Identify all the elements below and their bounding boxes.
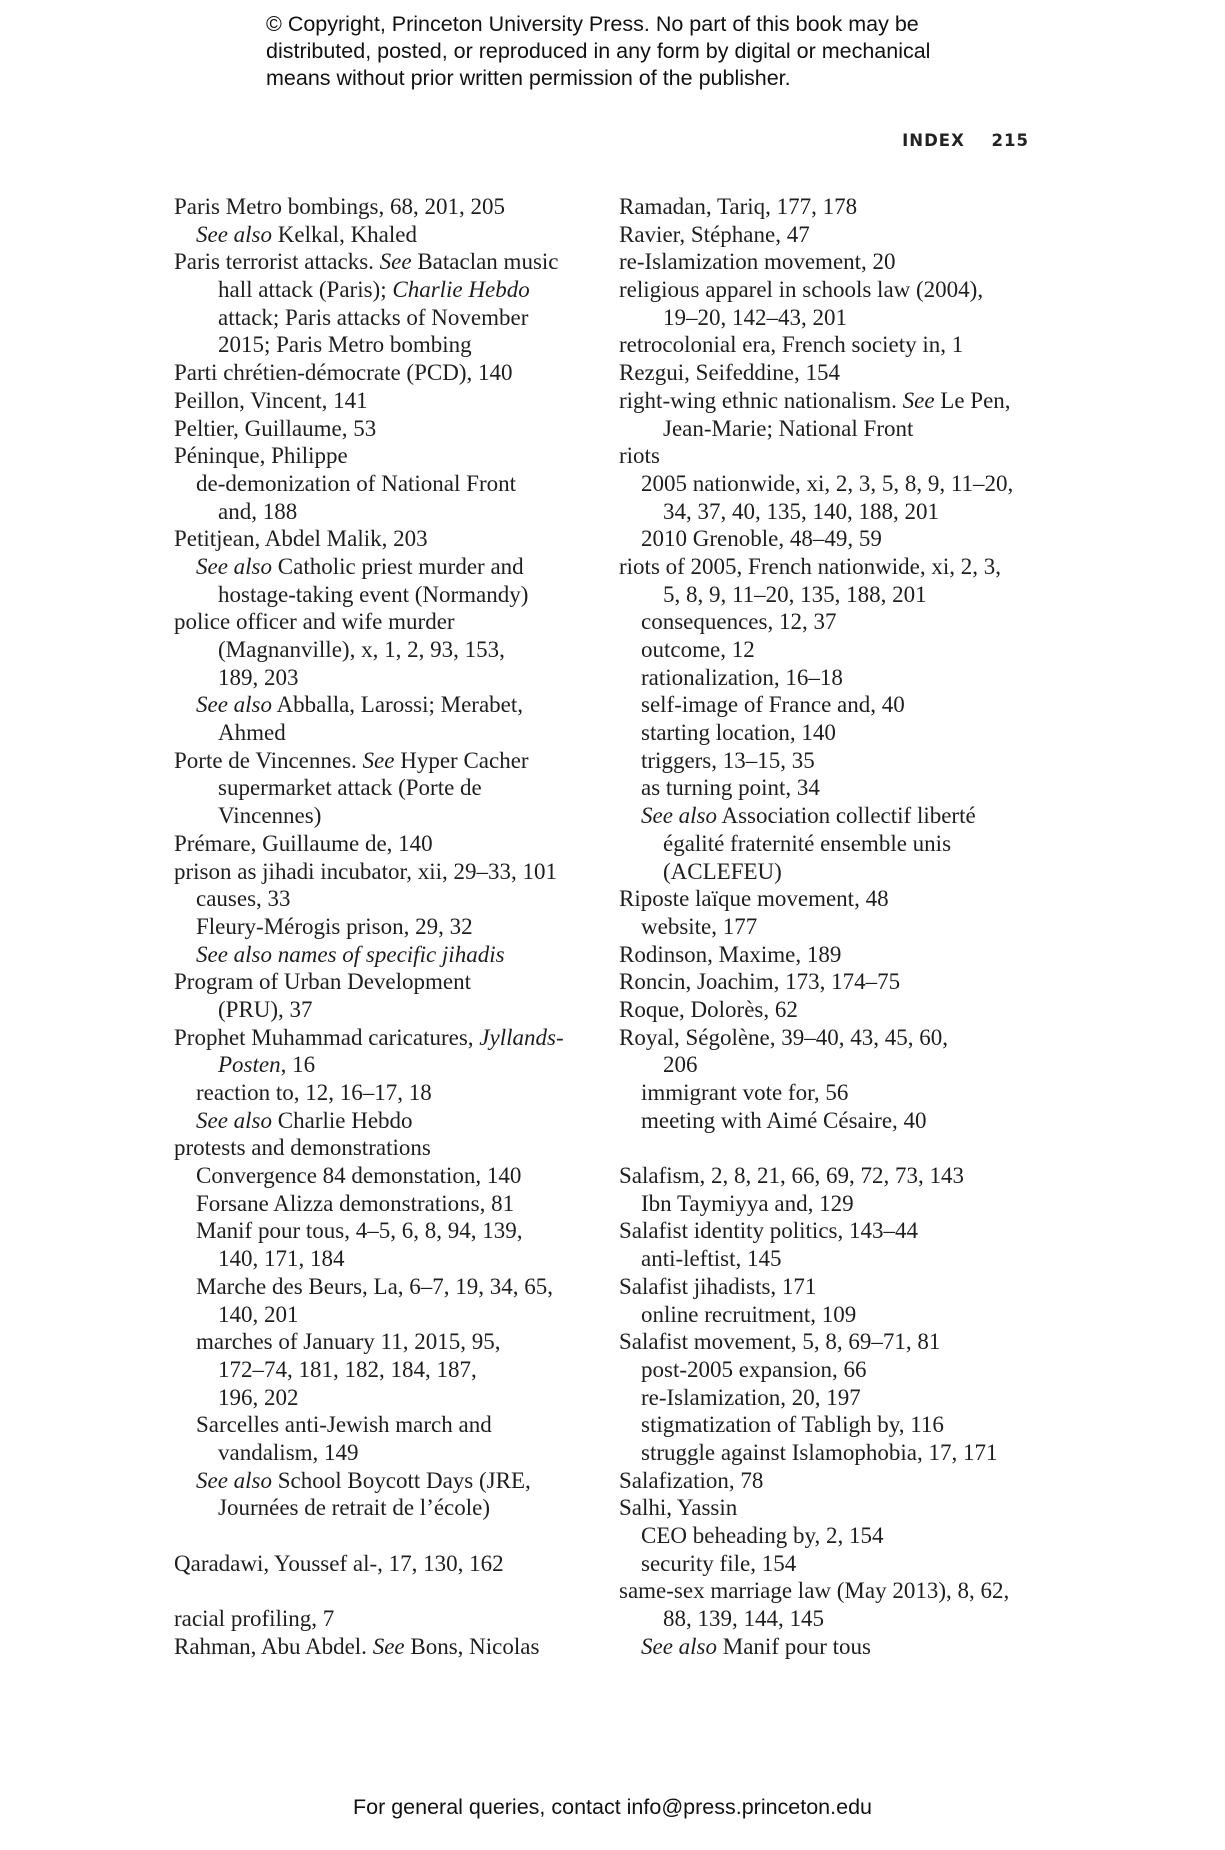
index-subentry	[174, 1162, 604, 1190]
index-subentry	[619, 1605, 1039, 1633]
index-text-italic: Jyllands-	[479, 1024, 564, 1050]
index-subentry	[174, 1107, 604, 1135]
index-entry	[174, 387, 604, 415]
index-text: online recruitment, 109	[641, 1301, 857, 1327]
index-gap	[174, 1522, 604, 1550]
index-subentry	[174, 1328, 604, 1356]
index-entry	[619, 941, 1039, 969]
index-text-italic: Posten	[218, 1052, 281, 1078]
index-entry	[619, 1217, 1039, 1245]
section-label: INDEX	[902, 131, 965, 150]
index-text: 2010 Grenoble, 48–49, 59	[641, 526, 882, 552]
index-text: supermarket attack (Porte de	[218, 775, 482, 801]
footer-contact: For general queries, contact info@press.princeton.edu	[352, 1795, 872, 1819]
index-text: Roque, Dolorès, 62	[619, 996, 798, 1022]
index-subentry	[174, 774, 604, 802]
index-text: hall attack (Paris);	[218, 277, 393, 303]
index-entry	[174, 1633, 604, 1661]
index-text: Salafization, 78	[619, 1467, 764, 1493]
index-text: Paris terrorist attacks.	[174, 249, 380, 275]
index-entry	[174, 442, 604, 470]
index-subentry	[174, 1079, 604, 1107]
index-text: Marche des Beurs, La, 6–7, 19, 34, 65,	[196, 1273, 554, 1299]
index-subentry	[619, 1356, 1039, 1384]
index-gap	[174, 1577, 604, 1605]
index-text-italic: See also	[196, 1467, 273, 1493]
index-subentry	[619, 1079, 1039, 1107]
index-text: religious apparel in schools law (2004),	[619, 277, 984, 303]
index-subentry	[174, 1439, 604, 1467]
index-entry	[619, 1467, 1039, 1495]
index-subentry	[619, 1107, 1039, 1135]
index-text: security file, 154	[641, 1550, 797, 1576]
index-subentry	[619, 415, 1039, 443]
index-text: Catholic priest murder and	[272, 553, 524, 579]
index-subentry	[619, 1411, 1039, 1439]
index-entry	[174, 1605, 604, 1633]
index-text: Salafism, 2, 8, 21, 66, 69, 72, 73, 143	[619, 1163, 964, 1189]
index-text: Charlie Hebdo	[272, 1107, 413, 1133]
index-subentry	[619, 691, 1039, 719]
index-text: same-sex marriage law (May 2013), 8, 62,	[619, 1578, 1010, 1604]
index-text: Sarcelles anti-Jewish march and	[196, 1412, 492, 1438]
index-entry	[619, 331, 1039, 359]
index-entry	[619, 996, 1039, 1024]
copyright-line: © Copyright, Princeton University Press. No part of this book may be	[266, 12, 919, 36]
index-entry	[619, 359, 1039, 387]
index-text: Petitjean, Abdel Malik, 203	[174, 526, 428, 552]
index-text: 5, 8, 9, 11–20, 135, 188, 201	[663, 581, 927, 607]
index-text: outcome, 12	[641, 637, 755, 662]
index-text: Vincennes)	[218, 803, 322, 829]
index-text-italic: Charlie Hebdo	[392, 277, 530, 303]
index-text-italic: See also	[196, 221, 273, 247]
index-subentry	[174, 1467, 604, 1495]
index-text: Ibn Taymiyya and, 129	[641, 1190, 854, 1216]
index-subentry	[174, 553, 604, 581]
index-subentry	[174, 276, 604, 304]
index-text: (PRU), 37	[218, 996, 313, 1022]
index-text: Riposte laïque movement, 48	[619, 886, 889, 912]
index-entry	[174, 193, 604, 221]
index-text: immigrant vote for, 56	[641, 1080, 849, 1105]
index-text: vandalism, 149	[218, 1439, 359, 1465]
index-entry	[619, 1162, 1039, 1190]
index-subentry	[619, 608, 1039, 636]
index-text: right-wing ethnic nationalism.	[619, 387, 903, 413]
index-text: triggers, 13–15, 35	[641, 747, 815, 773]
index-subentry	[619, 802, 1039, 830]
index-entry	[174, 747, 604, 775]
index-entry	[174, 1134, 604, 1162]
index-subentry	[619, 747, 1039, 775]
index-text: Peillon, Vincent, 141	[174, 387, 368, 413]
index-text: de-demonization of National Front	[196, 470, 517, 496]
index-subentry	[174, 664, 604, 692]
index-entry	[619, 1328, 1039, 1356]
index-text: Manif pour tous, 4–5, 6, 8, 94, 139,	[196, 1218, 523, 1244]
index-text: Rezgui, Seifeddine, 154	[619, 360, 841, 386]
index-subentry	[174, 1301, 604, 1329]
index-entry	[174, 608, 604, 636]
index-subentry	[174, 304, 604, 332]
index-subentry	[174, 1051, 604, 1079]
index-text: Kelkal, Khaled	[272, 221, 417, 247]
index-subentry	[619, 1301, 1039, 1329]
index-subentry	[174, 996, 604, 1024]
index-text: Royal, Ségolène, 39–40, 43, 45, 60,	[619, 1024, 948, 1050]
index-text: , 16	[280, 1052, 316, 1078]
index-text: Salafist movement, 5, 8, 69–71, 81	[619, 1329, 941, 1355]
index-subentry	[619, 581, 1039, 609]
index-text: 196, 202	[218, 1384, 299, 1410]
index-entry	[619, 885, 1039, 913]
index-subentry	[619, 304, 1039, 332]
index-text: riots	[619, 443, 660, 469]
index-text: self-image of France and, 40	[641, 692, 905, 718]
index-text: 140, 201	[218, 1301, 299, 1327]
index-text: Ramadan, Tariq, 177, 178	[619, 194, 858, 219]
index-text: Rahman, Abu Abdel.	[174, 1633, 373, 1659]
index-text: riots of 2005, French nationwide, xi, 2, 3,	[619, 553, 1002, 579]
index-text-italic: See	[379, 249, 412, 275]
index-subentry	[174, 885, 604, 913]
index-subentry	[619, 1384, 1039, 1412]
index-entry	[619, 1577, 1039, 1605]
index-text: reaction to, 12, 16–17, 18	[196, 1080, 432, 1105]
index-subentry	[619, 1245, 1039, 1273]
index-text: Manif pour tous	[717, 1633, 871, 1659]
index-text: Roncin, Joachim, 173, 174–75	[619, 969, 901, 995]
index-entry	[619, 221, 1039, 249]
index-subentry	[619, 1190, 1039, 1218]
index-entry	[619, 387, 1039, 415]
index-text: Salhi, Yassin	[619, 1495, 738, 1521]
index-text: Prémare, Guillaume de, 140	[174, 830, 433, 856]
index-subentry	[174, 331, 604, 359]
index-gap	[619, 1134, 1039, 1162]
index-subentry	[619, 1550, 1039, 1578]
copyright-notice	[266, 11, 1026, 92]
index-text: Rodinson, Maxime, 189	[619, 941, 842, 967]
index-text: re-Islamization, 20, 197	[641, 1384, 861, 1410]
index-subentry	[174, 221, 604, 249]
index-text: (ACLEFEU)	[663, 858, 782, 884]
index-text-italic: See also	[196, 1107, 273, 1133]
index-entry	[619, 193, 1039, 221]
index-text: struggle against Islamophobia, 17, 171	[641, 1439, 998, 1465]
index-text: School Boycott Days (JRE,	[272, 1467, 531, 1493]
index-entry	[619, 1273, 1039, 1301]
index-text-italic: See also	[196, 553, 273, 579]
index-subentry	[174, 1245, 604, 1273]
index-text: hostage-taking event (Normandy)	[218, 581, 529, 607]
index-entry	[174, 415, 604, 443]
index-text: 19–20, 142–43, 201	[663, 304, 847, 330]
index-text: Association collectif liberté	[717, 803, 976, 829]
index-text: Salafist identity politics, 143–44	[619, 1218, 918, 1244]
index-entry	[174, 830, 604, 858]
index-subentry	[174, 802, 604, 830]
index-text: Abballa, Larossi; Merabet,	[272, 692, 524, 718]
index-subentry	[174, 941, 604, 969]
index-entry	[174, 858, 604, 886]
index-text: post-2005 expansion, 66	[641, 1356, 867, 1382]
index-text: Hyper Cacher	[394, 747, 529, 773]
index-entry	[174, 1550, 604, 1578]
index-text: Forsane Alizza demonstrations, 81	[196, 1190, 515, 1216]
index-text: 2005 nationwide, xi, 2, 3, 5, 8, 9, 11–20,	[641, 470, 1014, 496]
copyright-line: means without prior written permission of the publisher.	[266, 66, 791, 90]
index-subentry	[619, 774, 1039, 802]
index-subentry	[174, 1217, 604, 1245]
index-text: re-Islamization movement, 20	[619, 249, 896, 275]
index-subentry	[174, 1494, 604, 1522]
index-subentry	[619, 830, 1039, 858]
index-text-italic: See	[362, 747, 395, 773]
index-entry	[174, 359, 604, 387]
index-text: CEO beheading by, 2, 154	[641, 1523, 884, 1548]
index-text: racial profiling, 7	[174, 1606, 335, 1632]
index-subentry	[619, 525, 1039, 553]
index-subentry	[619, 1051, 1039, 1079]
index-subentry	[174, 1190, 604, 1218]
index-text: stigmatization of Tabligh by, 116	[641, 1412, 944, 1438]
index-entry	[619, 276, 1039, 304]
index-entry	[619, 553, 1039, 581]
index-column-right	[619, 193, 1039, 1660]
index-text: and, 188	[218, 498, 298, 524]
index-text: attack; Paris attacks of November	[218, 304, 529, 330]
index-text: Ahmed	[218, 720, 286, 746]
index-text: Péninque, Philippe	[174, 443, 348, 469]
index-entry	[619, 442, 1039, 470]
index-text: Porte de Vincennes.	[174, 747, 363, 773]
index-subentry	[619, 1633, 1039, 1661]
index-text: website, 177	[641, 913, 758, 939]
index-text: 206	[663, 1052, 698, 1078]
index-entry	[174, 1024, 604, 1052]
index-subentry	[619, 498, 1039, 526]
index-text: protests and demonstrations	[174, 1135, 431, 1161]
index-text: Peltier, Guillaume, 53	[174, 415, 377, 441]
index-text: Bons, Nicolas	[404, 1633, 540, 1659]
running-head	[902, 131, 1029, 150]
index-subentry	[619, 1439, 1039, 1467]
index-subentry	[174, 1273, 604, 1301]
index-entry	[174, 248, 604, 276]
index-text: Journées de retrait de l’école)	[218, 1495, 491, 1521]
index-text: anti-leftist, 145	[641, 1246, 782, 1272]
index-text: Paris Metro bombings, 68, 201, 205	[174, 194, 505, 219]
index-text-italic: See also names of specific jihadis	[196, 941, 505, 967]
index-text: égalité fraternité ensemble unis	[663, 830, 952, 856]
index-subentry	[619, 470, 1039, 498]
index-text: Bataclan music	[411, 249, 559, 275]
index-text: consequences, 12, 37	[641, 609, 837, 635]
index-text: rationalization, 16–18	[641, 664, 843, 690]
index-text: police officer and wife murder	[174, 609, 455, 635]
index-text-italic: See also	[641, 803, 718, 829]
index-text: 2015; Paris Metro bombing	[218, 332, 472, 358]
index-subentry	[174, 719, 604, 747]
index-entry	[174, 525, 604, 553]
index-text: 140, 171, 184	[218, 1246, 345, 1272]
index-text: Ravier, Stéphane, 47	[619, 221, 810, 247]
index-entry	[619, 968, 1039, 996]
index-text: Qaradawi, Youssef al-, 17, 130, 162	[174, 1550, 504, 1576]
index-text: Le Pen,	[934, 387, 1011, 413]
index-text: as turning point, 34	[641, 775, 820, 801]
index-text: prison as jihadi incubator, xii, 29–33, 101	[174, 858, 558, 884]
index-subentry	[619, 1522, 1039, 1550]
index-entry	[619, 248, 1039, 276]
index-text: Salafist jihadists, 171	[619, 1273, 817, 1299]
index-subentry	[174, 498, 604, 526]
index-subentry	[174, 470, 604, 498]
index-text: meeting with Aimé Césaire, 40	[641, 1107, 927, 1133]
index-text: Jean-Marie; National Front	[663, 415, 914, 441]
index-subentry	[174, 581, 604, 609]
index-text: (Magnanville), x, 1, 2, 93, 153,	[218, 637, 505, 662]
copyright-line: distributed, posted, or reproduced in any form by digital or mechanical	[266, 39, 931, 63]
index-text: causes, 33	[196, 886, 291, 912]
index-text: 189, 203	[218, 664, 299, 690]
index-text-italic: See	[902, 387, 935, 413]
page-number: 215	[991, 131, 1029, 150]
index-subentry	[174, 913, 604, 941]
index-text: starting location, 140	[641, 720, 836, 746]
index-subentry	[174, 636, 604, 664]
index-text: 172–74, 181, 182, 184, 187,	[218, 1356, 477, 1382]
index-text: 88, 139, 144, 145	[663, 1606, 824, 1632]
index-subentry	[174, 1411, 604, 1439]
index-subentry	[174, 1356, 604, 1384]
index-text: retrocolonial era, French society in, 1	[619, 332, 964, 358]
index-text: Convergence 84 demonstation, 140	[196, 1163, 522, 1189]
index-column-left	[174, 193, 604, 1660]
index-text-italic: See also	[641, 1633, 718, 1659]
index-entry	[619, 1494, 1039, 1522]
index-entry	[174, 968, 604, 996]
index-text: Fleury-Mérogis prison, 29, 32	[196, 913, 473, 939]
index-subentry	[174, 691, 604, 719]
index-text: Program of Urban Development	[174, 969, 472, 995]
index-subentry	[619, 719, 1039, 747]
index-text-italic: See also	[196, 692, 273, 718]
index-subentry	[619, 858, 1039, 886]
index-text: 34, 37, 40, 135, 140, 188, 201	[663, 498, 939, 524]
index-text: Parti chrétien-démocrate (PCD), 140	[174, 360, 513, 386]
index-text: Prophet Muhammad caricatures,	[174, 1024, 480, 1050]
index-entry	[619, 1024, 1039, 1052]
index-subentry	[619, 913, 1039, 941]
index-text: marches of January 11, 2015, 95,	[196, 1329, 501, 1355]
index-subentry	[619, 664, 1039, 692]
index-subentry	[619, 636, 1039, 664]
index-text-italic: See	[372, 1633, 405, 1659]
index-subentry	[174, 1384, 604, 1412]
